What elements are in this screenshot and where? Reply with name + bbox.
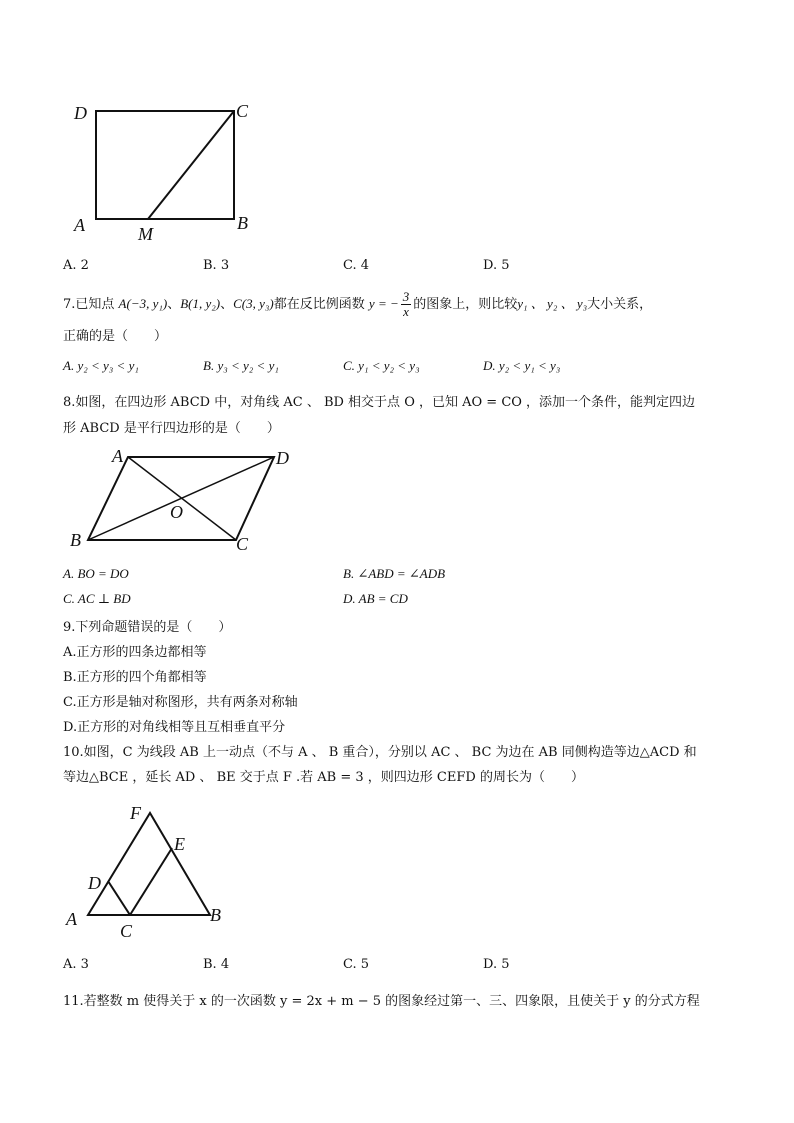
q7-tail: 大小关系， bbox=[587, 297, 653, 312]
segment-ce bbox=[130, 848, 172, 915]
q7-sep-2: 、 bbox=[220, 297, 234, 312]
q11-stem-line1: 11.若整数 m 使得关于 x 的一次函数 y = 2x + m − 5 的图象经过第一、三、四象限，且使关于 y 的分式方程 bbox=[63, 994, 700, 1009]
q7-option-a[interactable]: A. y₂ < y₃ < y₁ bbox=[63, 358, 139, 373]
q7-sep-1: 、 bbox=[167, 297, 181, 312]
q7-option-c[interactable]: C. y₁ < y₂ < y₃ bbox=[343, 358, 420, 373]
figure-triangles bbox=[60, 795, 240, 945]
rectangle-abcd bbox=[96, 111, 234, 219]
q10-option-c[interactable]: C. 5 bbox=[343, 957, 370, 972]
q6-option-d[interactable]: D. 5 bbox=[483, 258, 510, 273]
q8-option-a[interactable]: A. BO = DO bbox=[63, 566, 129, 581]
q9-option-c[interactable]: C.正方形是轴对称图形，共有两条对称轴 bbox=[63, 695, 298, 710]
q7-option-d[interactable]: D. y₂ < y₁ < y₃ bbox=[483, 358, 561, 373]
q7-point-b: B(1, y₂) bbox=[180, 296, 221, 311]
q7-vars: y₁ 、 y₂ 、 y₃ bbox=[517, 296, 588, 311]
segment-dc bbox=[108, 881, 130, 915]
label-m: M bbox=[138, 224, 153, 244]
q7-stem-line2: 正确的是（ ） bbox=[63, 329, 168, 344]
q7-point-a: A(−3, y₁) bbox=[118, 296, 168, 311]
q7-fraction-num: 3 bbox=[402, 289, 410, 304]
label-e: E bbox=[174, 834, 185, 854]
q8-stem-line1: 8.如图，在四边形 ABCD 中，对角线 AC 、 BD 相交于点 O ，已知 AO = CO ，添加一个条件，能判定四边 bbox=[63, 395, 696, 410]
triangle-abf bbox=[88, 813, 210, 915]
q7-func-lhs: y = − bbox=[368, 296, 399, 311]
q10-option-a[interactable]: A. 3 bbox=[63, 957, 89, 972]
figure-rectangle-abcd bbox=[60, 95, 260, 250]
q8-option-d[interactable]: D. AB = CD bbox=[343, 591, 408, 606]
label-d: D bbox=[74, 103, 87, 123]
q8-option-b[interactable]: B. ∠ABD = ∠ADB bbox=[343, 566, 446, 581]
q7-option-b[interactable]: B. y₃ < y₂ < y₁ bbox=[203, 358, 279, 373]
q7-fraction-den: x bbox=[403, 304, 409, 319]
label-a: A bbox=[66, 909, 77, 929]
label-d: D bbox=[276, 448, 289, 468]
q7-stem-line1 bbox=[63, 290, 652, 319]
label-f: F bbox=[130, 803, 141, 823]
label-b: B bbox=[70, 530, 81, 550]
q10-option-d[interactable]: D. 5 bbox=[483, 957, 510, 972]
q7-point-c: C(3, y₃) bbox=[233, 296, 274, 311]
label-c: C bbox=[236, 101, 249, 121]
q9-option-b[interactable]: B.正方形的四个角都相等 bbox=[63, 670, 207, 685]
q9-option-a[interactable]: A.正方形的四条边都相等 bbox=[63, 645, 207, 660]
q6-option-b[interactable]: B. 3 bbox=[203, 258, 230, 273]
label-a: A bbox=[74, 215, 85, 235]
q8-stem-line2: 形 ABCD 是平行四边形的是（ ） bbox=[63, 421, 280, 436]
segment-cm bbox=[148, 111, 234, 219]
q7-mid: 都在反比例函数 bbox=[273, 297, 365, 312]
q6-option-c[interactable]: C. 4 bbox=[343, 258, 370, 273]
figure-quadrilateral-abcd bbox=[60, 440, 320, 560]
q10-option-b[interactable]: B. 4 bbox=[203, 957, 230, 972]
q7-fraction bbox=[401, 290, 412, 319]
q7-prefix: 7.已知点 bbox=[63, 297, 115, 312]
diagonal-bd bbox=[88, 457, 274, 540]
label-a: A bbox=[112, 446, 123, 466]
q10-stem-line2: 等边△BCE ，延长 AD 、 BE 交于点 F .若 AB = 3 ，则四边形 CEFD 的周长为（ ） bbox=[63, 770, 584, 785]
label-b: B bbox=[210, 905, 221, 925]
q9-option-d[interactable]: D.正方形的对角线相等且互相垂直平分 bbox=[63, 720, 286, 735]
label-b: B bbox=[237, 213, 248, 233]
label-c: C bbox=[236, 534, 249, 554]
q6-option-a[interactable]: A. 2 bbox=[63, 258, 89, 273]
q8-option-c[interactable]: C. AC ⊥ BD bbox=[63, 591, 131, 606]
label-o: O bbox=[170, 502, 183, 522]
label-c: C bbox=[120, 921, 133, 941]
q7-suffix: 的图象上，则比较 bbox=[413, 297, 518, 312]
q9-stem: 9.下列命题错误的是（ ） bbox=[63, 620, 232, 635]
q10-stem-line1: 10.如图，C 为线段 AB 上一动点（不与 A 、 B 重合），分别以 AC 、 BC 为边在 AB 同侧构造等边△ACD 和 bbox=[63, 745, 697, 760]
label-d: D bbox=[88, 873, 101, 893]
